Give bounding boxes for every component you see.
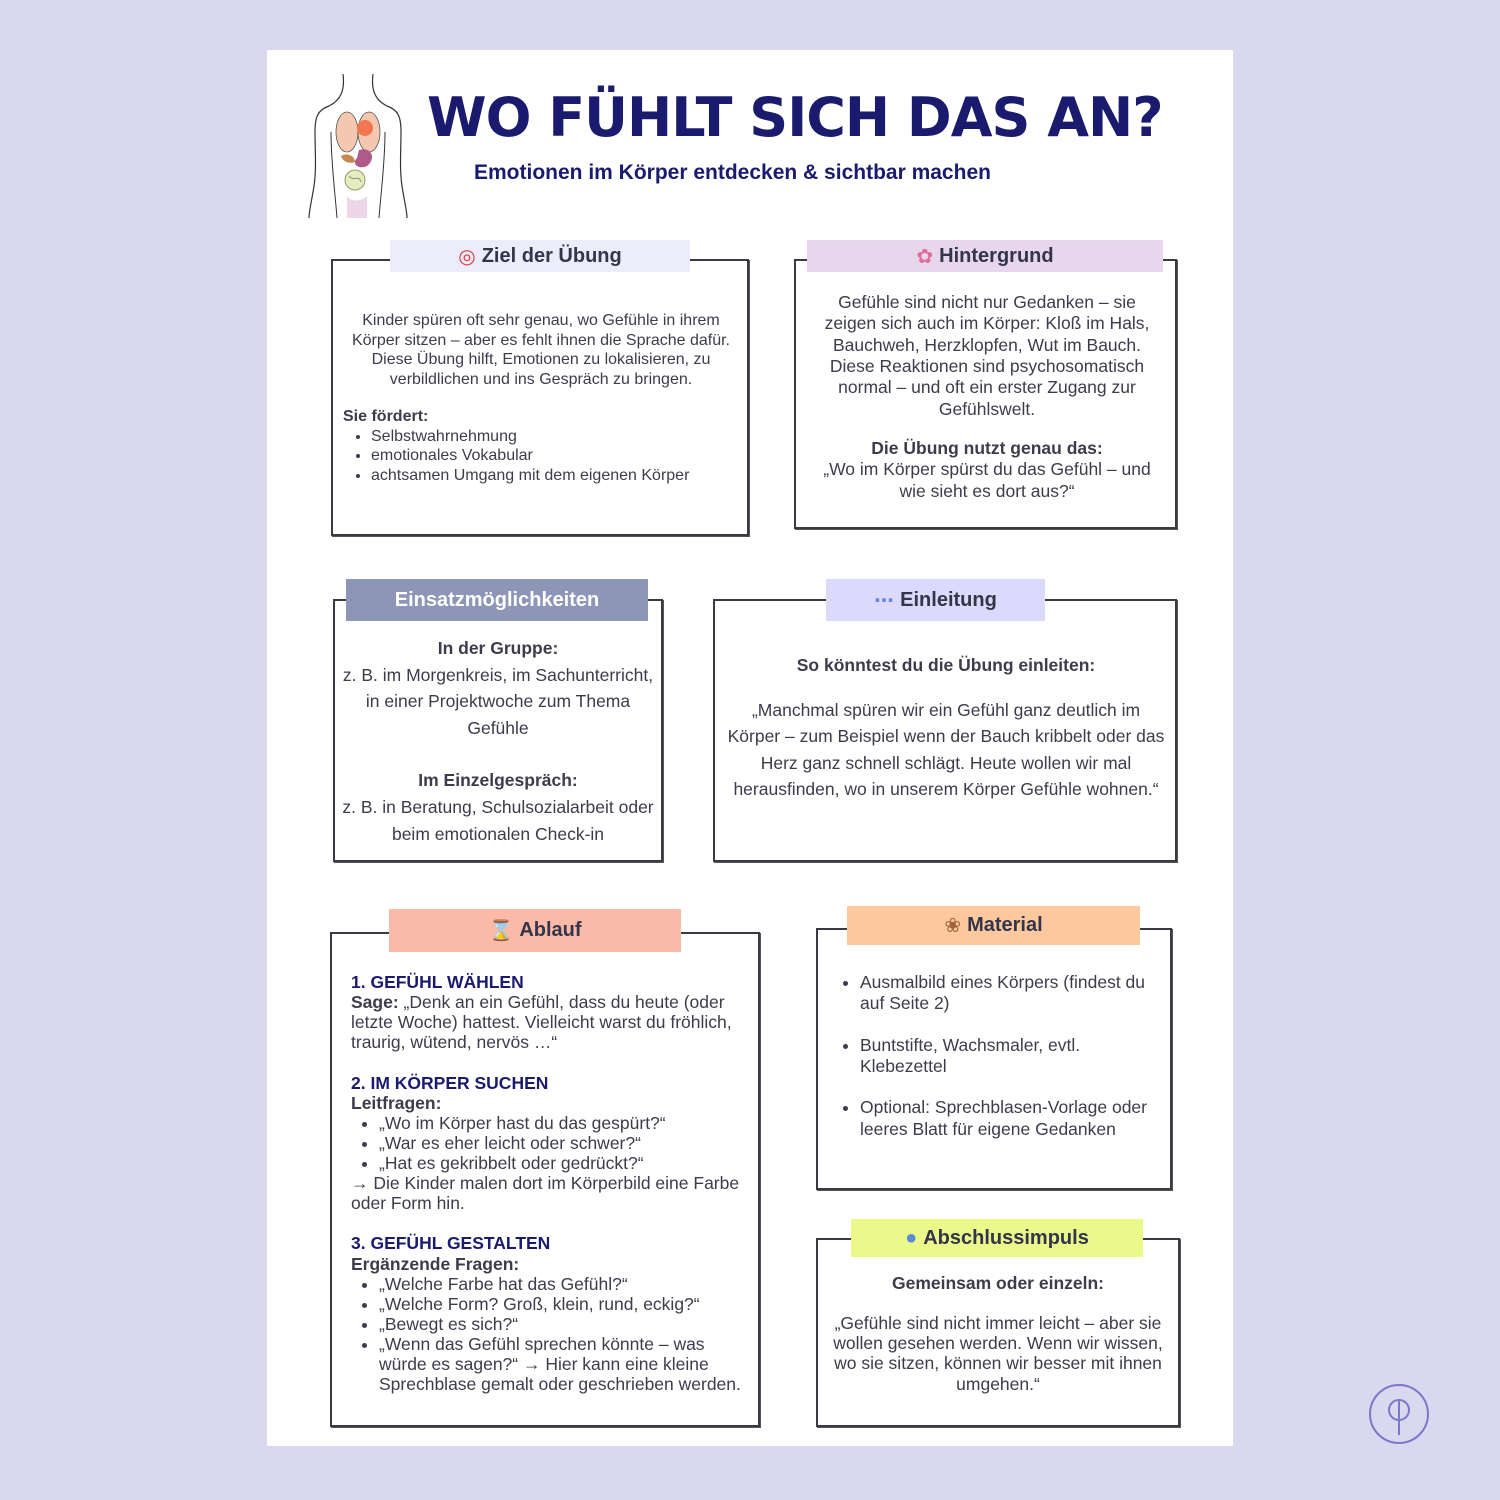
hintergrund-bold: Die Übung nutzt genau das: bbox=[871, 438, 1103, 459]
body-organs-illustration bbox=[307, 72, 409, 220]
list-item: • achtsamen Umgang mit dem eigenen Körper bbox=[371, 466, 739, 486]
ziel-paragraph-1: Kinder spüren oft sehr genau, wo Gefühle in ihrem Körper sitzen – aber es fehlt ihnen die Sprache dafür. bbox=[351, 312, 730, 349]
material-list bbox=[834, 972, 1160, 1140]
list-item: • „Bewegt es sich?“ bbox=[379, 1314, 747, 1334]
ablauf-step-1-label: Sage: bbox=[351, 992, 399, 1013]
einleitung-card bbox=[713, 599, 1177, 862]
brain-icon: ✿ bbox=[916, 245, 934, 268]
ablauf-step-3-title: 3. GEFÜHL GESTALTEN bbox=[351, 1233, 551, 1254]
ablauf-step-3-label: Ergänzende Fragen: bbox=[351, 1253, 520, 1274]
einsatz-card bbox=[333, 599, 663, 862]
worksheet-page bbox=[267, 50, 1233, 1446]
list-item: • „Welche Form? Groß, klein, rund, eckig?“ bbox=[379, 1294, 747, 1314]
ablauf-step-1-text: „Denk an ein Gefühl, dass du heute (oder letzte Woche) hattest. Vielleicht warst du fröhlich, traurig, wütend, nervös …“ bbox=[351, 992, 732, 1053]
hintergrund-card bbox=[794, 259, 1177, 529]
list-item: • „Welche Farbe hat das Gefühl?“ bbox=[379, 1274, 747, 1294]
ziel-card bbox=[331, 259, 749, 536]
page-title: WO FÜHLT SICH DAS AN? bbox=[427, 86, 1163, 149]
ziel-list bbox=[343, 427, 739, 486]
abschluss-heading: ● Abschlussimpuls bbox=[851, 1219, 1143, 1257]
material-heading: ❀ Material bbox=[847, 906, 1140, 945]
ziel-paragraph-2: Diese Übung hilft, Emotionen zu lokalisieren, zu verbildlichen und ins Gespräch zu bringen. bbox=[371, 351, 711, 388]
einleitung-intro: So könntest du die Übung einleiten: bbox=[796, 655, 1096, 675]
ablauf-step-2-after: → Die Kinder malen dort im Körperbild eine Farbe oder Form hin. bbox=[351, 1173, 740, 1214]
page-subtitle: Emotionen im Körper entdecken & sichtbar machen bbox=[474, 161, 991, 184]
ablauf-step-1-title: 1. GEFÜHL WÄHLEN bbox=[351, 972, 524, 992]
einleitung-quote: „Manchmal spüren wir ein Gefühl ganz deutlich im Körper – zum Beispiel wenn der Bauch kribbelt oder das Herz ganz schnell schlägt. Heute wollen wir mal herausfinden, wo in unserem Körper Gefühle wohnen.“ bbox=[727, 699, 1165, 800]
list-item: • Selbstwahrnehmung bbox=[371, 427, 739, 447]
brand-logo-icon bbox=[1368, 1383, 1430, 1445]
ablauf-heading: ⌛ Ablauf bbox=[389, 909, 681, 952]
list-item: • „Wenn das Gefühl sprechen könnte – was würde es sagen?“ → Hier kann eine kleine Sprechblase gemalt oder geschrieben werden. bbox=[379, 1334, 747, 1394]
ablauf-step-2-title: 2. IM KÖRPER SUCHEN bbox=[351, 1072, 549, 1093]
ablauf-step-2-list bbox=[351, 1113, 747, 1173]
speech-bubble-icon: ● bbox=[905, 1226, 918, 1249]
abschluss-card bbox=[816, 1238, 1180, 1427]
einleitung-heading: ⋯ Einleitung bbox=[826, 579, 1045, 621]
palette-icon: ❀ bbox=[944, 915, 962, 937]
list-item: • „Hat es gekribbelt oder gedrückt?“ bbox=[379, 1153, 747, 1173]
einsatz-group-title: In der Gruppe: bbox=[437, 638, 559, 658]
abschluss-bold: Gemeinsam oder einzeln: bbox=[891, 1273, 1104, 1293]
target-icon: ◎ bbox=[458, 245, 476, 268]
list-item: • „War es eher leicht oder schwer?“ bbox=[379, 1133, 747, 1153]
speech-dots-icon: ⋯ bbox=[874, 589, 895, 612]
list-item: • „Wo im Körper hast du das gespürt?“ bbox=[379, 1113, 747, 1133]
hintergrund-heading: ✿ Hintergrund bbox=[807, 240, 1163, 272]
hourglass-icon: ⌛ bbox=[488, 920, 514, 942]
list-item: • emotionales Vokabular bbox=[371, 446, 739, 466]
ziel-list-title: Sie fördert: bbox=[343, 408, 429, 426]
ablauf-card bbox=[330, 932, 760, 1427]
hintergrund-quote: „Wo im Körper spürst du das Gefühl – und wie sieht es dort aus?“ bbox=[823, 459, 1151, 501]
abschluss-quote: „Gefühle sind nicht immer leicht – aber sie wollen gesehen werden. Wenn wir wissen, wo sie sitzen, können wir besser mit ihnen umgehen.“ bbox=[833, 1313, 1163, 1394]
ziel-heading: ◎ Ziel der Übung bbox=[390, 240, 690, 272]
ablauf-step-2-label: Leitfragen: bbox=[351, 1092, 442, 1113]
list-item: • Optional: Sprechblasen-Vorlage oder leeres Blatt für eigene Gedanken bbox=[860, 1097, 1160, 1140]
einsatz-single-title: Im Einzelgespräch: bbox=[418, 770, 578, 791]
einsatz-heading: Einsatzmöglichkeiten bbox=[346, 579, 648, 621]
list-item: • Buntstifte, Wachsmaler, evtl. Klebezettel bbox=[860, 1035, 1160, 1078]
ablauf-step-3-list bbox=[351, 1274, 747, 1395]
material-card bbox=[816, 928, 1172, 1190]
einsatz-single-text: z. B. in Beratung, Schulsozialarbeit oder beim emotionalen Check-in bbox=[342, 796, 654, 844]
hintergrund-paragraph: Gefühle sind nicht nur Gedanken – sie zeigen sich auch im Körper: Kloß im Hals, Bauchweh, Herzklopfen, Wut im Bauch. Diese Reaktionen sind psychosomatisch normal – und oft ein erster Zugang zur Gefühlswelt. bbox=[824, 292, 1150, 419]
einsatz-group-text: z. B. im Morgenkreis, im Sachunterricht, in einer Projektwoche zum Thema Gefühle bbox=[342, 664, 654, 738]
list-item: • Ausmalbild eines Körpers (findest du auf Seite 2) bbox=[860, 972, 1160, 1015]
